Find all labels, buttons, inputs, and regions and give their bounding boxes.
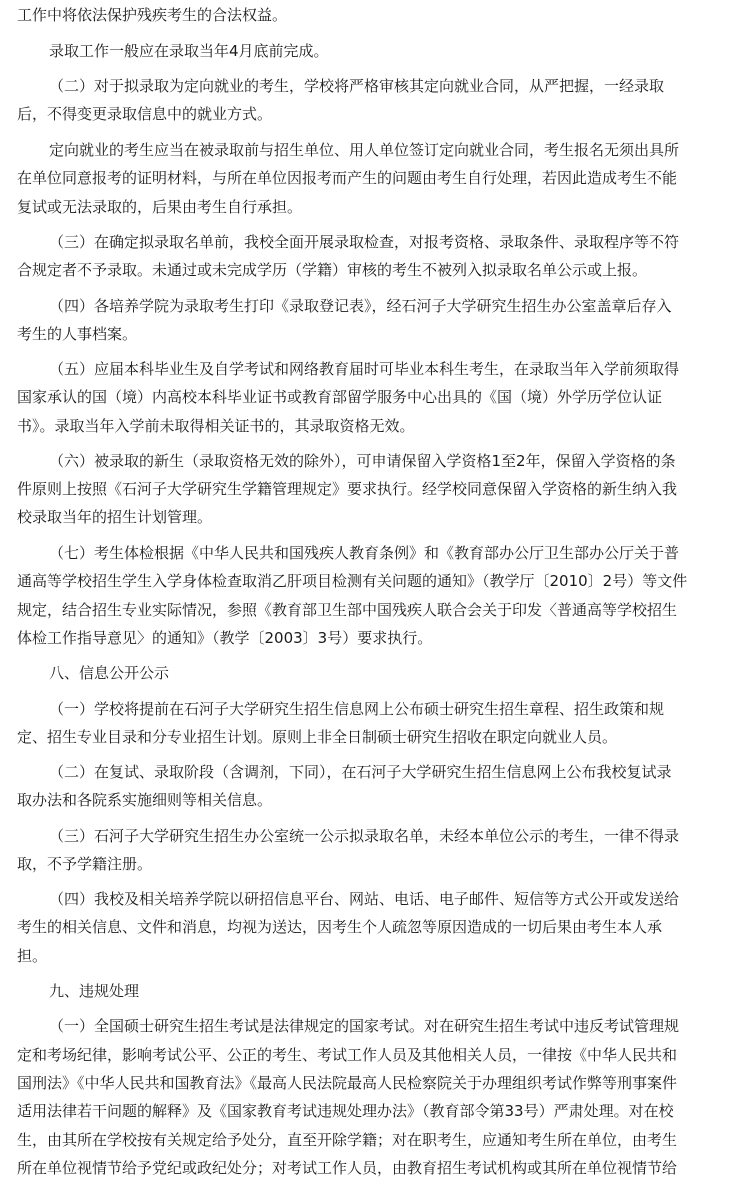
text-line: 工作中将依法保护残疾考生的合法权益。 <box>17 6 288 24</box>
text-line: 国刑法》《中华人民共和国教育法》《最高人民法院最高人民检察院关于办理组织考试作弊等刑事案件 <box>17 1074 678 1092</box>
text-line: （七）考生体检根据《中华人民共和国残疾人教育条例》和《教育部办公厅卫生部办公厅关于普 <box>49 544 680 562</box>
text-line: 在单位同意报考的证明材料，与所在单位因报考而产生的问题由考生自行处理，若因此造成考生不能 <box>17 169 678 187</box>
text-line: （三）石河子大学研究生招生办公室统一公示拟录取名单，未经本单位公示的考生，一律不得录 <box>49 827 680 845</box>
text-line: 规定，结合招生专业实际情况，参照《教育部卫生部中国残疾人联合会关于印发〈普通高等学校招生 <box>17 601 678 619</box>
text-line: 考生的相关信息、文件和消息，均视为送达，因考生个人疏忽等原因造成的一切后果由考生本人承 <box>17 918 663 936</box>
text-line: （六）被录取的新生（录取资格无效的除外），可申请保留入学资格1至2年，保留入学资格的条 <box>49 452 676 470</box>
text-line: 录取工作一般应在录取当年4月底前完成。 <box>49 42 329 60</box>
text-line: 合规定者不予录取。未通过或未完成学历（学籍）审核的考生不被列入拟录取名单公示或上报。 <box>17 261 648 279</box>
text-line: （一）全国硕士研究生招生考试是法律规定的国家考试。对在研究生招生考试中违反考试管理规 <box>49 1017 680 1035</box>
text-line: （四）我校及相关培养学院以研招信息平台、网站、电话、电子邮件、短信等方式公开或发送给 <box>49 890 680 908</box>
text-line: 国家承认的国（境）内高校本科毕业证书或教育部留学服务中心出具的《国（境）外学历学位认证 <box>17 388 663 406</box>
text-line: （四）各培养学院为录取考生打印《录取登记表》，经石河子大学研究生招生办公室盖章后存入 <box>49 297 672 315</box>
text-line: 适用法律若干问题的解释》及《国家教育考试违规处理办法》（教育部令第33号）严肃处理。对在校 <box>17 1102 674 1120</box>
text-line: （二）对于拟录取为定向就业的考生，学校将严格审核其定向就业合同，从严把握，一经录取 <box>49 77 665 95</box>
text-line: 体检工作指导意见〉的通知》（教学〔2003〕3号）要求执行。 <box>17 629 433 647</box>
text-line: 复试或无法录取的，后果由考生自行承担。 <box>17 198 303 216</box>
text-line: 定、招生专业目录和分专业招生计划。原则上非全日制硕士研究生招收在职定向就业人员。 <box>17 728 618 746</box>
text-line: 校录取当年的招生计划管理。 <box>17 508 213 526</box>
text-line: 所在单位视情节给予党纪或政纪处分；对考试工作人员，由教育招生考试机构或其所在单位视情节给 <box>17 1159 678 1177</box>
section-heading: 九、违规处理 <box>49 982 140 1000</box>
text-line: 通高等学校招生学生入学身体检查取消乙肝项目检测有关问题的通知》（教学厅〔2010〕2号）等文件 <box>17 572 688 590</box>
section-heading: 八、信息公开公示 <box>49 664 170 682</box>
text-line: （五）应届本科毕业生及自学考试和网络教育届时可毕业本科生考生，在录取当年入学前须取得 <box>49 360 680 378</box>
text-line: （三）在确定拟录取名单前，我校全面开展录取检查，对报考资格、录取条件、录取程序等不符 <box>49 233 680 251</box>
text-line: （二）在复试、录取阶段（含调剂，下同），在石河子大学研究生招生信息网上公布我校复试录 <box>49 763 672 781</box>
text-line: 担。 <box>17 947 48 965</box>
text-line: 考生的人事档案。 <box>17 325 138 343</box>
text-line: 定和考场纪律，影响考试公平、公正的考生、考试工作人员及其他相关人员，一律按《中华人民共和 <box>17 1046 678 1064</box>
text-line: 取办法和各院系实施细则等相关信息。 <box>17 791 273 809</box>
text-line: 生，由其所在学校按有关规定给予处分，直至开除学籍；对在职考生，应通知考生所在单位，由考生 <box>17 1131 678 1149</box>
text-line: 件原则上按照《石河子大学研究生学籍管理规定》要求执行。经学校同意保留入学资格的新生纳入我 <box>17 480 678 498</box>
text-line: （一）学校将提前在石河子大学研究生招生信息网上公布硕士研究生招生章程、招生政策和规 <box>49 700 665 718</box>
text-line: 后，不得变更录取信息中的就业方式。 <box>17 105 273 123</box>
text-line: 定向就业的考生应当在被录取前与招生单位、用人单位签订定向就业合同，考生报名无须出具所 <box>49 141 680 159</box>
text-line: 书》。录取当年入学前未取得相关证书的，其录取资格无效。 <box>17 417 415 435</box>
text-line: 取，不予学籍注册。 <box>17 855 153 873</box>
